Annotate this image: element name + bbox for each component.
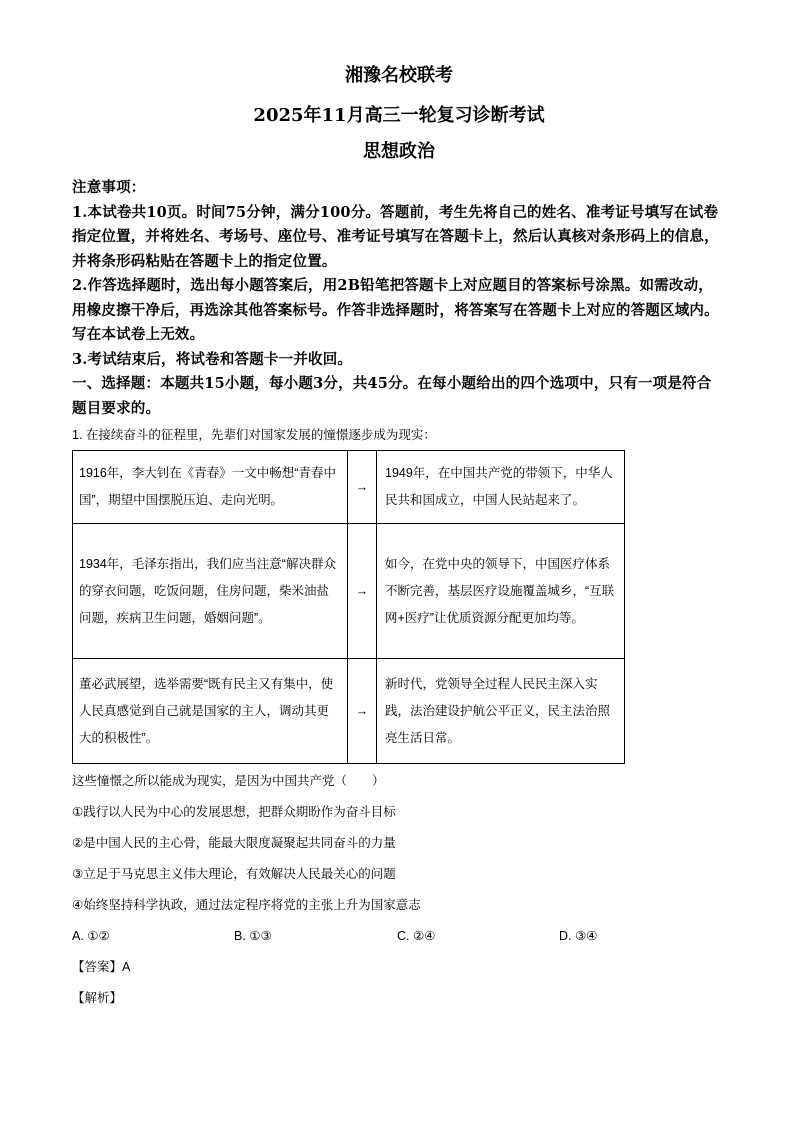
arrow-icon: → [348,451,377,524]
table-cell-present: 如今，在党中央的领导下，中国医疗体系不断完善，基层医疗设施覆盖城乡，“互联网+医疗”让优质资源分配更加均等。 [377,524,625,659]
table-cell-past: 1916年，李大钊在《青春》一文中畅想“青春中国”，期望中国摆脱压迫、走向光明。 [73,451,348,524]
analysis-label: 【解析】 [72,991,123,1005]
table-cell-present: 新时代，党领导全过程人民民主深入实践，法治建设护航公平正义，民主法治照亮生活日常。 [377,659,625,764]
section-heading: 一、选择题：本题共15小题，每小题3分，共45分。在每小题给出的四个选项中，只有一项是符合题目要求的。 [72,375,712,417]
answer-options [72,921,726,952]
instruction-item-3: 3.考试结束后，将试卷和答题卡一并收回。 [72,350,353,368]
history-comparison-table [72,450,625,764]
option-c: C. ②④ [397,929,436,943]
table-row [73,524,625,659]
arrow-icon: → [348,659,377,764]
table-row [73,659,625,764]
option-d: D. ③④ [559,929,598,943]
answer-line: 【答案】A [72,960,131,974]
option-b: B. ①③ [234,929,272,943]
question-prompt: 这些憧憬之所以能成为现实，是因为中国共产党（ ） [72,774,385,788]
instructions-heading: 注意事项： [72,179,146,196]
exam-title: 湘豫名校联考 [345,65,453,86]
instructions [72,176,726,421]
question-body [72,766,726,1014]
statement-2: ②是中国人民的主心骨，能最大限度凝聚起共同奋斗的力量 [72,836,396,850]
table-cell-past: 董必武展望，选举需要“既有民主又有集中，使人民真感觉到自己就是国家的主人，调动其更大的积极性”。 [73,659,348,764]
table-cell-past: 1934年，毛泽东指出，我们应当注意“解决群众的穿衣问题，吃饭问题，住房问题，柴米油盐问题，疾病卫生问题，婚姻问题”。 [73,524,348,659]
exam-subtitle: 2025年11月高三一轮复习诊断考试 [253,105,545,126]
question-stem: 1. 在接续奋斗的征程里，先辈们对国家发展的憧憬逐步成为现实： [72,428,436,442]
instruction-item-1: 1.本试卷共10页。时间75分钟，满分100分。答题前，考生先将自己的姓名、准考证号填写在试卷指定位置，并将姓名、考场号、座位号、准考证号填写在答题卡上，然后认真核对条形码上的信息，并将条形码粘贴在答题卡上的指定位置。 [72,203,719,270]
arrow-icon: → [348,524,377,659]
table-row [73,451,625,524]
subject-title: 思想政治 [363,141,435,162]
statement-3: ③立足于马克思主义伟大理论，有效解决人民最关心的问题 [72,867,396,881]
instruction-item-2: 2.作答选择题时，选出每小题答案后，用2B铅笔把答题卡上对应题目的答案标号涂黑。如需改动，用橡皮擦干净后，再选涂其他答案标号。作答非选择题时，将答案写在答题卡上对应的答题区域内。写在本试卷上无效。 [72,277,719,343]
exam-page [72,66,726,1014]
option-a: A. ①② [72,929,110,943]
table-cell-present: 1949年，在中国共产党的带领下，中华人民共和国成立，中国人民站起来了。 [377,451,625,524]
statement-1: ①践行以人民为中心的发展思想，把群众期盼作为奋斗目标 [72,805,396,819]
statement-4: ④始终坚持科学执政，通过法定程序将党的主张上升为国家意志 [72,898,421,912]
